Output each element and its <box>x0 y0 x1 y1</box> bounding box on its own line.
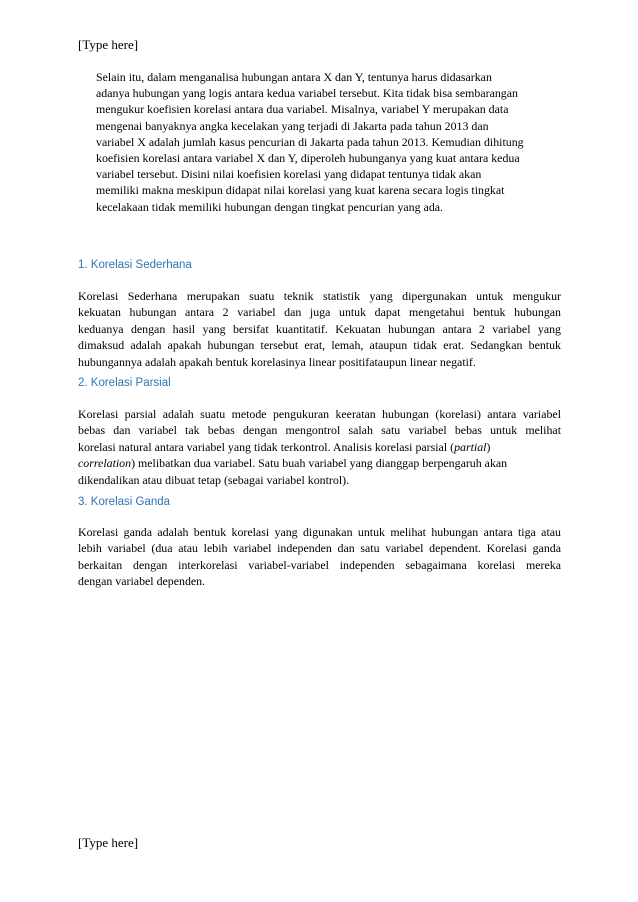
paragraph-line: bebas dan variabel tak bebas dengan mengontrol salah satu variabel bebas untuk melihat <box>78 423 561 438</box>
paragraph-line: Korelasi Sederhana merupakan suatu teknik statistik yang dipergunakan untuk mengukur <box>78 289 561 303</box>
paragraph-line: berkaitan dengan interkorelasi variabel-variabel independen sebagaimana korelasi mereka <box>78 557 561 572</box>
paragraph-line: korelasi natural antara variabel yang tidak terkontrol. Analisis korelasi parsial (partial) <box>78 439 491 454</box>
intro-line: kecelakaan tidak memiliki hubungan dengan tingkat pencurian yang ada. <box>96 199 444 214</box>
intro-line: memiliki makna meskipun didapat nilai korelasi yang kuat karena secara logis tingkat <box>96 183 505 198</box>
intro-line: mengenai banyaknya angka kecelakan yang terjadi di Jakarta pada tahun 2013 dan <box>96 118 489 133</box>
page-header: [Type here] <box>78 37 139 52</box>
paragraph-line: hubungannya adalah apakah bentuk korelasinya linear positifataupun linear negatif. <box>78 354 476 369</box>
intro-line: variabel tersebut. Disini nilai koefisien korelasi yang didapat tentunya tidak akan <box>96 167 482 182</box>
paragraph-line: dengan variabel dependen. <box>78 574 206 589</box>
paragraph-korelasi-sederhana <box>78 288 561 370</box>
italic-term: partial <box>454 439 487 454</box>
intro-paragraph <box>96 69 546 215</box>
paragraph-line: keduanya dengan hasil yang bersifat kuantitatif. Kekuatan hubungan antara 2 variabel yang <box>78 321 561 336</box>
paragraph-line <box>78 455 561 471</box>
paragraph-line: Korelasi parsial adalah suatu metode pengukuran keeratan hubungan (korelasi) antara variabel <box>78 407 561 421</box>
intro-line: mengukur koefisien korelasi antara dua variabel. Misalnya, variabel Y merupakan data <box>96 102 509 117</box>
paragraph-line: lebih variabel (dua atau lebih variabel independen dan satu variabel dependent. Korelasi ganda <box>78 541 561 556</box>
intro-line: variabel X adalah jumlah kasus pencurian di Jakarta pada tahun 2013. Kemudian dihitung <box>96 134 524 149</box>
paragraph-line: Korelasi ganda adalah bentuk korelasi yang digunakan untuk melihat hubungan antara tiga atau <box>78 525 561 539</box>
section-heading-korelasi-parsial: 2. Korelasi Parsial <box>78 377 171 389</box>
paragraph-text: ) melibatkan dua variabel. Satu buah variabel yang dianggap berpengaruh akan <box>131 456 508 471</box>
section-heading-korelasi-ganda: 3. Korelasi Ganda <box>78 496 171 508</box>
paragraph-korelasi-parsial <box>78 406 561 488</box>
italic-term: correlation <box>78 456 132 471</box>
intro-line: adanya hubungan yang logis antara kedua variabel tersebut. Kita tidak bisa sembarangan <box>96 86 518 101</box>
intro-line: koefisien korelasi antara variabel X dan Y, diperoleh hubunganya yang kuat antara kedua <box>96 151 520 166</box>
paragraph-line: dimaksud adalah apakah hubungan tersebut erat, lemah, ataupun tidak erat. Sedangkan bentuk <box>78 338 561 353</box>
page-footer: [Type here] <box>78 835 139 850</box>
intro-line: Selain itu, dalam menganalisa hubungan antara X dan Y, tentunya harus didasarkan <box>96 70 492 84</box>
paragraph-line: kekuatan hubungan antara 2 variabel dan juga untuk dapat mengetahui bentuk hubungan <box>78 305 561 320</box>
paragraph-text: korelasi natural antara variabel yang tidak terkontrol. Analisis korelasi parsial ( <box>78 439 455 454</box>
paragraph-korelasi-ganda <box>78 524 561 590</box>
section-heading-korelasi-sederhana: 1. Korelasi Sederhana <box>78 259 192 271</box>
paragraph-line: dikendalikan atau dibuat tetap (sebagai variabel kontrol). <box>78 472 350 487</box>
